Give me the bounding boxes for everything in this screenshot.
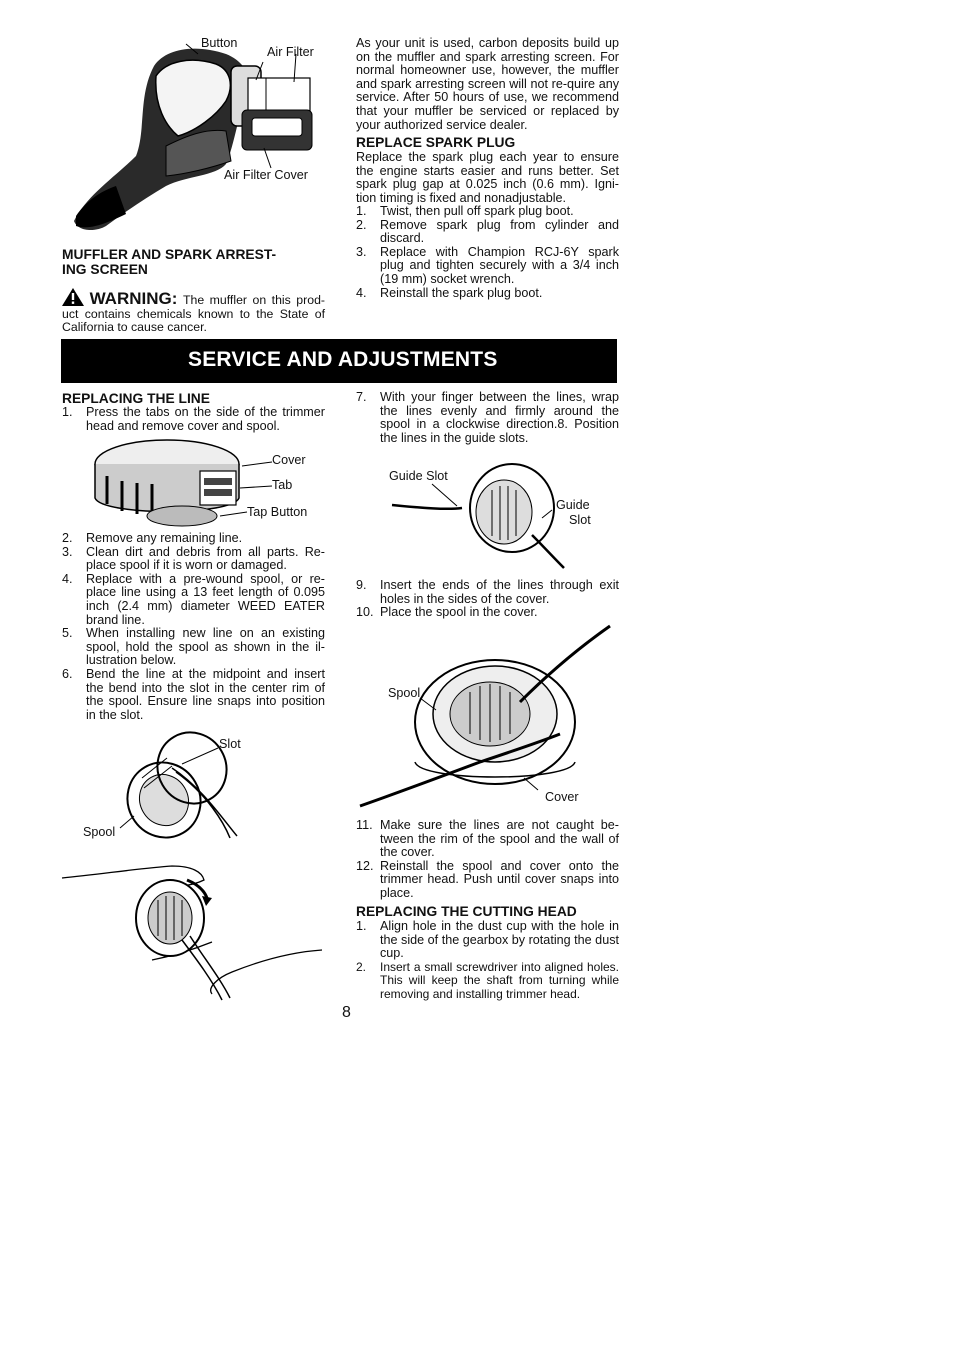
label-guide-slot: Guide Slot bbox=[389, 469, 448, 483]
banner-title: SERVICE AND ADJUSTMENTS bbox=[188, 348, 498, 371]
label-spool: Spool bbox=[83, 825, 116, 839]
warning-triangle-icon bbox=[62, 288, 84, 306]
list-item: 3. Replace with Champion RCJ-6Y spark plug and tighten securely with a 3/4 inch (19 mm) socket wrench. bbox=[356, 244, 619, 286]
cutting-head-heading: REPLACING THE CUTTING HEAD bbox=[356, 904, 577, 919]
warning-text: The muffler on this prod-uct contains chemicals known to the State of California to cause cancer. bbox=[62, 293, 326, 335]
replacing-line-heading: REPLACING THE LINE bbox=[62, 391, 210, 406]
list-item: 4. Reinstall the spark plug boot. bbox=[356, 285, 543, 300]
list-item: 4. Replace with a pre-wound spool, or re-place line using a 13 feet length of 0.095 inch (2.4 mm) diameter WEED EATER brand line. bbox=[62, 571, 325, 627]
replacing-line-steps-b bbox=[356, 579, 619, 620]
list-item: 1. Press the tabs on the side of the trimmer head and remove cover and spool. bbox=[62, 405, 325, 433]
spark-plug-heading: REPLACE SPARK PLUG bbox=[356, 135, 516, 150]
label-guide-slot-2: Slot bbox=[569, 513, 591, 527]
list-item: 7. With your finger between the lines, wrap the lines evenly and firmly around the spool in a clockwise direction.8. Position the lines in the guide slots. bbox=[356, 390, 619, 445]
page-number: 8 bbox=[342, 1004, 351, 1021]
muffler-heading: MUFFLER AND SPARK ARREST- ING SCREEN bbox=[62, 247, 277, 277]
warning-word: WARNING: bbox=[89, 289, 178, 308]
list-item: 2. Insert a small screwdriver into aligned holes. This will keep the shaft from turning while removing and installing trimmer head. bbox=[356, 959, 619, 1001]
air-filter-illustration bbox=[66, 36, 326, 236]
spool-slot-illustration bbox=[112, 728, 272, 838]
list-item: 6. Bend the line at the midpoint and insert the bend into the slot in the center rim of the spool. Ensure line snaps into position in the slot. bbox=[62, 666, 325, 722]
list-item: 9. Insert the ends of the lines through exit holes in the sides of the cover. bbox=[356, 578, 619, 606]
spark-plug-steps bbox=[356, 205, 619, 300]
label-tap-button: Tap Button bbox=[247, 505, 308, 519]
trimmer-head-illustration bbox=[92, 436, 252, 531]
label-tab: Tab bbox=[272, 478, 293, 492]
cutting-head-steps bbox=[356, 920, 619, 1002]
section-banner bbox=[61, 339, 617, 383]
label-air-filter-cover: Air Filter Cover bbox=[224, 168, 308, 182]
list-item: 2. Remove spark plug from cylinder and discard. bbox=[356, 217, 619, 246]
list-item: 1. Twist, then pull off spark plug boot. bbox=[356, 204, 574, 218]
replacing-line-steps-c bbox=[356, 819, 619, 901]
label-button: Button bbox=[201, 36, 238, 50]
list-item: 10. Place the spool in the cover. bbox=[356, 605, 538, 620]
label-air-filter: Air Filter bbox=[267, 45, 314, 59]
label-spool-2: Spool bbox=[388, 686, 421, 700]
label-cover: Cover bbox=[272, 453, 306, 467]
spark-plug-intro: Replace the spark plug each year to ensure the engine starts easier and runs better. Set spark plug gap at 0.025 inch (0.6 mm). Igni-tion timing is fixed and nonadjustable. bbox=[356, 150, 619, 205]
label-cover-2: Cover bbox=[545, 790, 579, 804]
list-item: 3. Clean dirt and debris from all parts. Re-place spool if it is worn or damaged. bbox=[62, 544, 325, 573]
replacing-line-steps-a bbox=[62, 532, 325, 722]
replacing-line-step1 bbox=[62, 406, 325, 433]
list-item: 2. Remove any remaining line. bbox=[62, 531, 243, 545]
warning-block bbox=[62, 288, 325, 335]
spool-cover-illustration bbox=[360, 622, 620, 812]
list-item: 5. When installing new line on an existing spool, hold the spool as shown in the il-lustration below. bbox=[62, 626, 325, 668]
hand-winding-illustration bbox=[62, 860, 322, 1000]
list-item: 11. Make sure the lines are not caught be-tween the rim of the spool and the wall of the cover. bbox=[356, 818, 619, 860]
replacing-line-step7 bbox=[356, 391, 619, 445]
label-guide: Guide bbox=[556, 498, 590, 512]
list-item: 1. Align hole in the dust cup with the hole in the side of the gearbox by rotating the dust cup. bbox=[356, 919, 619, 961]
label-slot: Slot bbox=[219, 737, 241, 751]
carbon-paragraph: As your unit is used, carbon deposits build up on the muffler and spark arresting screen. For normal homeowner use, however, the muffler and spark arresting screen will not re-quire any service. After 50 hours of use, we recommend that your muffler be serviced or replaced by your authorized service dealer. bbox=[356, 36, 619, 132]
list-item: 12. Reinstall the spool and cover onto the trimmer head. Push until cover snaps into place. bbox=[356, 858, 619, 900]
